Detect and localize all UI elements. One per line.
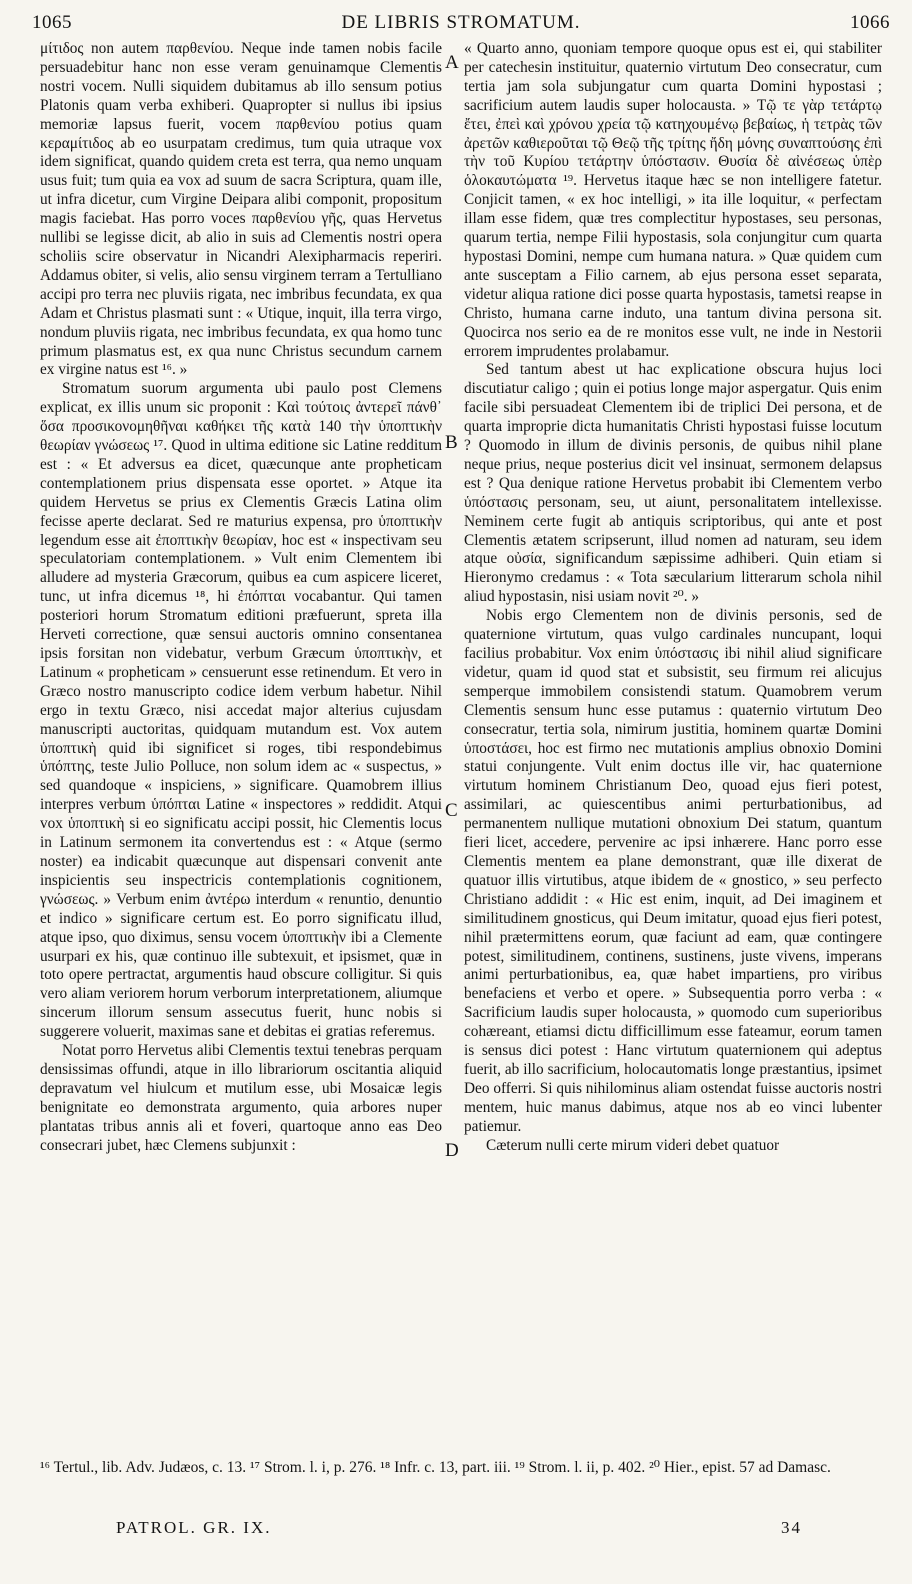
right-paragraph: Nobis ergo Clementem non de divinis personis, sed de quaternione virtutum, quas vulgo cardinales nuncupant, loqui facilius probabitur. Vox enim ὑπόστασις ibi nihil aliud significare videtur, quam id quod stat et subsistit, seu firmum rei alicujus semperque immobilem consistendi statum. Quamobrem verum Clementis sensum hunc esse putamus : quaternio virtutum Deo consecratur, tertia sola, nimirum justitia, hominem quartæ Domini ὑποστάσει, hoc est firmo nec mutationis amplius obnoxio Domini statui conjungente. Vult enim doctus ille vir, hac quaternione virtutum hominem Christianum Deo, quoad ejus fieri potest, assimilari, ac quiescentibus animi perturbationibus, ad permanentem nullique mutationi obnoxium Dei statum, quantum fieri licet, accedere, pervenire ac ipsi inhærere. Hanc porro esse Clementis mentem ea plane demonstrant, quæ ille dixerat de quatuor illis virtutibus, atque ibidem de « gnostico, » seu perfecto Christiano addidit : « Hic est enim, inquit, ad Dei imaginem et similitudinem gnosticus, qui Deum imitatur, quoad ejus fieri potest, nihil prætermittens eorum, quæ faciunt ad eam, quæ contingere potest, similitudinem, continens, sustinens, juste vivens, imperans animi perturbationibus, ea, quæ habet impartiens, pro viribus benefaciens et verbo et opere. » Subsequentia porro verba : « Sacrificium laudis super holocausta, » quomodo cum superioribus cohæreant, etiamsi dictu difficillimum esse fateamur, eorum tamen is sensus dici potest : Hanc virtutum quaternionem qui adeptus fuerit, ab illo sacrificium, holocautomatis longe præstantius, ipsimet Deo offerri. Si quis nihilominus aliam ostendat fuisse auctoris nostri mentem, huic manus dabimus, atque nos ab eo vinci lubenter patiemur. xyxy=(464,607,882,1135)
right-paragraph: Cæterum nulli certe mirum videri debet quatuor xyxy=(486,1136,780,1154)
right-paragraph: « Quarto anno, quoniam tempore quoque opus est ei, qui stabiliter per catechesin instituitur, quaternio virtutum Deo consecratur, cum tertia jam sola subjungatur cum quarta Domini hypostasi ; sacrificium autem laudis super holocausta. » Τῷ τε γὰρ τετάρτῳ ἔτει, ἐπεὶ καὶ χρόνου χρεία τῷ κατηχουμένῳ βεβαίως, ἡ τετρὰς τῶν ἀρετῶν καθιεροῦται τῷ Θεῷ τῆς τρίτης ἤδη μόνης συναπτούσης ἐπὶ τὴν τοῦ Κυρίου τετάρτην ὑπόστασιν. Θυσία δὲ αἰνέσεως ὑπὲρ ὁλοκαυτώματα ¹⁹. Hervetus itaque hæc se non intelligere fatetur. Conjicit tamen, « ex hoc intelligi, » ita ille loquitur, « perfectam illam esse fidem, quæ tres complectitur hypostases, seu personas, quarum tertia, nempe Filii hypostasis, sola conjungitur cum quarta hypostasi Domini, nempe cum humana natura. » Quæ quidem cum ante susceptam a Filio carnem, ab ejus persona esset separata, videtur aliqua ratione dici posse quarta hypostasis, tametsi reapse in Christo, humana carne induto, una tantum divina persona sit. Quocirca nos serio ea de re monitos esse vult, ne inde in Nestorii errorem imprudentes prolabamur. xyxy=(464,40,882,360)
left-paragraph: Stromatum suorum argumenta ubi paulo post Clemens explicat, ex illis unum sic proponit : Καὶ τούτοις ἀντερεῖ πάνθ᾽ ὅσα προσικονομηθῆναι καθήκει τῆς κατὰ 140 τὴν ὑποπτικὴν θεωρίαν γνώσεως ¹⁷. Quod in ultima editione sic Latine redditum est : « Et adversus ea dicet, quæcunque ante propheticam contemplationem prius dispensata esse oportet. » Atque ita quidem Hervetus se prius ex Clementis Græcis Latina olim fecisse aperte declarat. Sed re maturius expensa, pro ὑποπτικὴν legendum esse ait ἐποπτικὴν θεωρίαν, hoc est « inspectivam seu speculatoriam contemplationem. » Vult enim Clementem ibi alludere ad mysteria Græcorum, quibus ea cum aspicere liceret, tunc, ut infra dicemus ¹⁸, hi ἐπόπται vocabantur. Qui tamen posteriori horum Stromatum editioni præfuerunt, spreta illa Herveti correctione, quæ sensui auctoris omnino consentanea ipsis forsitan non videbatur, verbum Græcum ὑποπτικὴν, et Latinum « propheticam » censuerunt esse retinendum. Et vero in Græco nostro manuscripto codice idem verbum habetur. Nihil ergo in textu Græco, nisi accedat major alterius cujusdam manuscripti auctoritas, quidquam mutandum est. Vox autem ὑποπτικὴ quid ibi significet si roges, tibi respondebimus ὑπόπτης, teste Julio Polluce, non solum idem ac « suspectus, » sed quandoque « inspiciens, » significare. Quamobrem illius interpres verbum ὑπόπται Latine « inspectores » reddidit. Atqui vox ὑποπτικὴ si eo significatu accipi possit, hic Clementis locus in Latinum sermonem ita convertendus est : « Atque (sermo noster) ea indicabit quæcunque aut dispensari convenit ante inspicientis seu inspectricis contemplationis cognitionem, γνώσεως. » Verbum enim ἀντέρω interdum « renuntio, denuntio et indico » significare certum est. Eo porro significatu illud, atque ipso, quo diximus, sensu vocem ὑποπτικὴν ibi a Clemente usurpari ex his, quæ continuo ille subtexuit, et ipsismet, quæ in toto opere pertractat, argumentis haud obscure colligitur. Si quis vero aliam veriorem horum verborum interpretationem, aliumque sincerum illorum sensum assecutus fuerit, hunc nobis si suggerere voluerit, maximas sane et debitas ei gratias referemus. xyxy=(40,380,442,1041)
right-paragraph: Sed tantum abest ut hac explicatione obscura hujus loci discutiatur caligo ; quin ei potius longe major aspergatur. Quis enim facile sibi persuadeat Clementem ibi de triplici Dei persona, et de quarta improprie dicta humanitatis Christi hypostasi fuisse locutum ? Quomodo in illum de divinis personis, de quibus nihil plane neque prius, neque posterius dicit vel insinuat, sermonem delapsus est ? Qua denique ratione Hervetus probabit ibi Clementem verbo ὑπόστασις personam, seu, ut aiunt, personalitatem intellexisse. Neminem certe fugit ab antiquis scriptoribus, qui ante et post Clementis ætatem scripserunt, illud nomen ad naturam, seu idem atque οὐσία, significandum sæpissime adhiberi. Quin etiam si Hieronymo credamus : « Tota sæcularium litterarum schola nihil aliud hypostasin, nisi usiam novit ²⁰. » xyxy=(464,361,882,606)
margin-marker-c: C xyxy=(445,800,458,821)
left-paragraph: μίτιδος non autem παρθενίου. Neque inde tamen nobis facile persuadebitur hanc non esse veram genuinamque Clementis nostri vocem. Nulli siquidem dubitamus ab illo sensum potius Platonis quam verba exhiberi. Quapropter si nullus ibi ipsius memoriæ lapsus fuerit, vocem παρθενίου potius quam κεραμίτιδος ab eo usurpatam credimus, tum quia utraque vox idem significat, quando quidem creta est terra, qua nemo unquam usus fuit; tum quia ea vox ad suum de sacra Scriptura, quam ille, ut infra dicetur, cum Virgine Deipara alibi componit, propositum magis faciebat. Has porro voces παρθενίου γῆς, quas Hervetus nullibi se legisse dicit, ab alio in suis ad Clementis nostri opera scholiis scire observatur in Nicandri Alexipharmacis reperiri. Addamus obiter, si velis, alio sensu virginem terram a Tertulliano accipi pro terra nec pluviis rigata, nec imbribus fecundata, ex qua Adam et Christus plasmati sunt : « Utique, inquit, illa terra virgo, nondum pluviis rigata, nec imbribus fecundata, ex qua homo tunc primum plasmatus est, ex qua nunc Christus secundum carnem ex virgine natus est ¹⁶. » xyxy=(40,40,442,379)
running-header xyxy=(32,6,890,40)
footer-signature: PATROL. GR. IX. xyxy=(116,1518,272,1537)
footer-sheet-number: 34 xyxy=(781,1518,802,1537)
footnotes: ¹⁶ Tertul., lib. Adv. Judæos, c. 13. ¹⁷ Strom. l. i, p. 276. ¹⁸ Infr. c. 13, part. iii. ¹⁹ Strom. l. ii, p. 402. ²⁰ Hier., epist. 57 ad Damasc. xyxy=(40,1459,831,1476)
page-number-right: 1066 xyxy=(850,12,890,33)
margin-marker-d: D xyxy=(445,1140,459,1161)
running-title: DE LIBRIS STROMATUM. xyxy=(341,12,581,33)
margin-marker-a: A xyxy=(445,52,459,73)
margin-marker-b: B xyxy=(445,432,458,453)
page-number-left: 1065 xyxy=(32,12,72,33)
left-column xyxy=(40,40,442,1458)
left-paragraph: Notat porro Hervetus alibi Clementis textui tenebras perquam densissimas offundi, atque in illo librariorum oscitantia aliquid depravatum vel hiulcum et mutilum esse, ubi Mosaicæ legis benignitate eo demonstrata argumento, quia arbores nuper plantatas tribus annis ali et foveri, quartoque anno eas Deo consecrari jubet, hæc Clemens subjunxit : xyxy=(40,1042,442,1154)
right-column xyxy=(464,40,882,1458)
page-footer xyxy=(116,1518,802,1538)
